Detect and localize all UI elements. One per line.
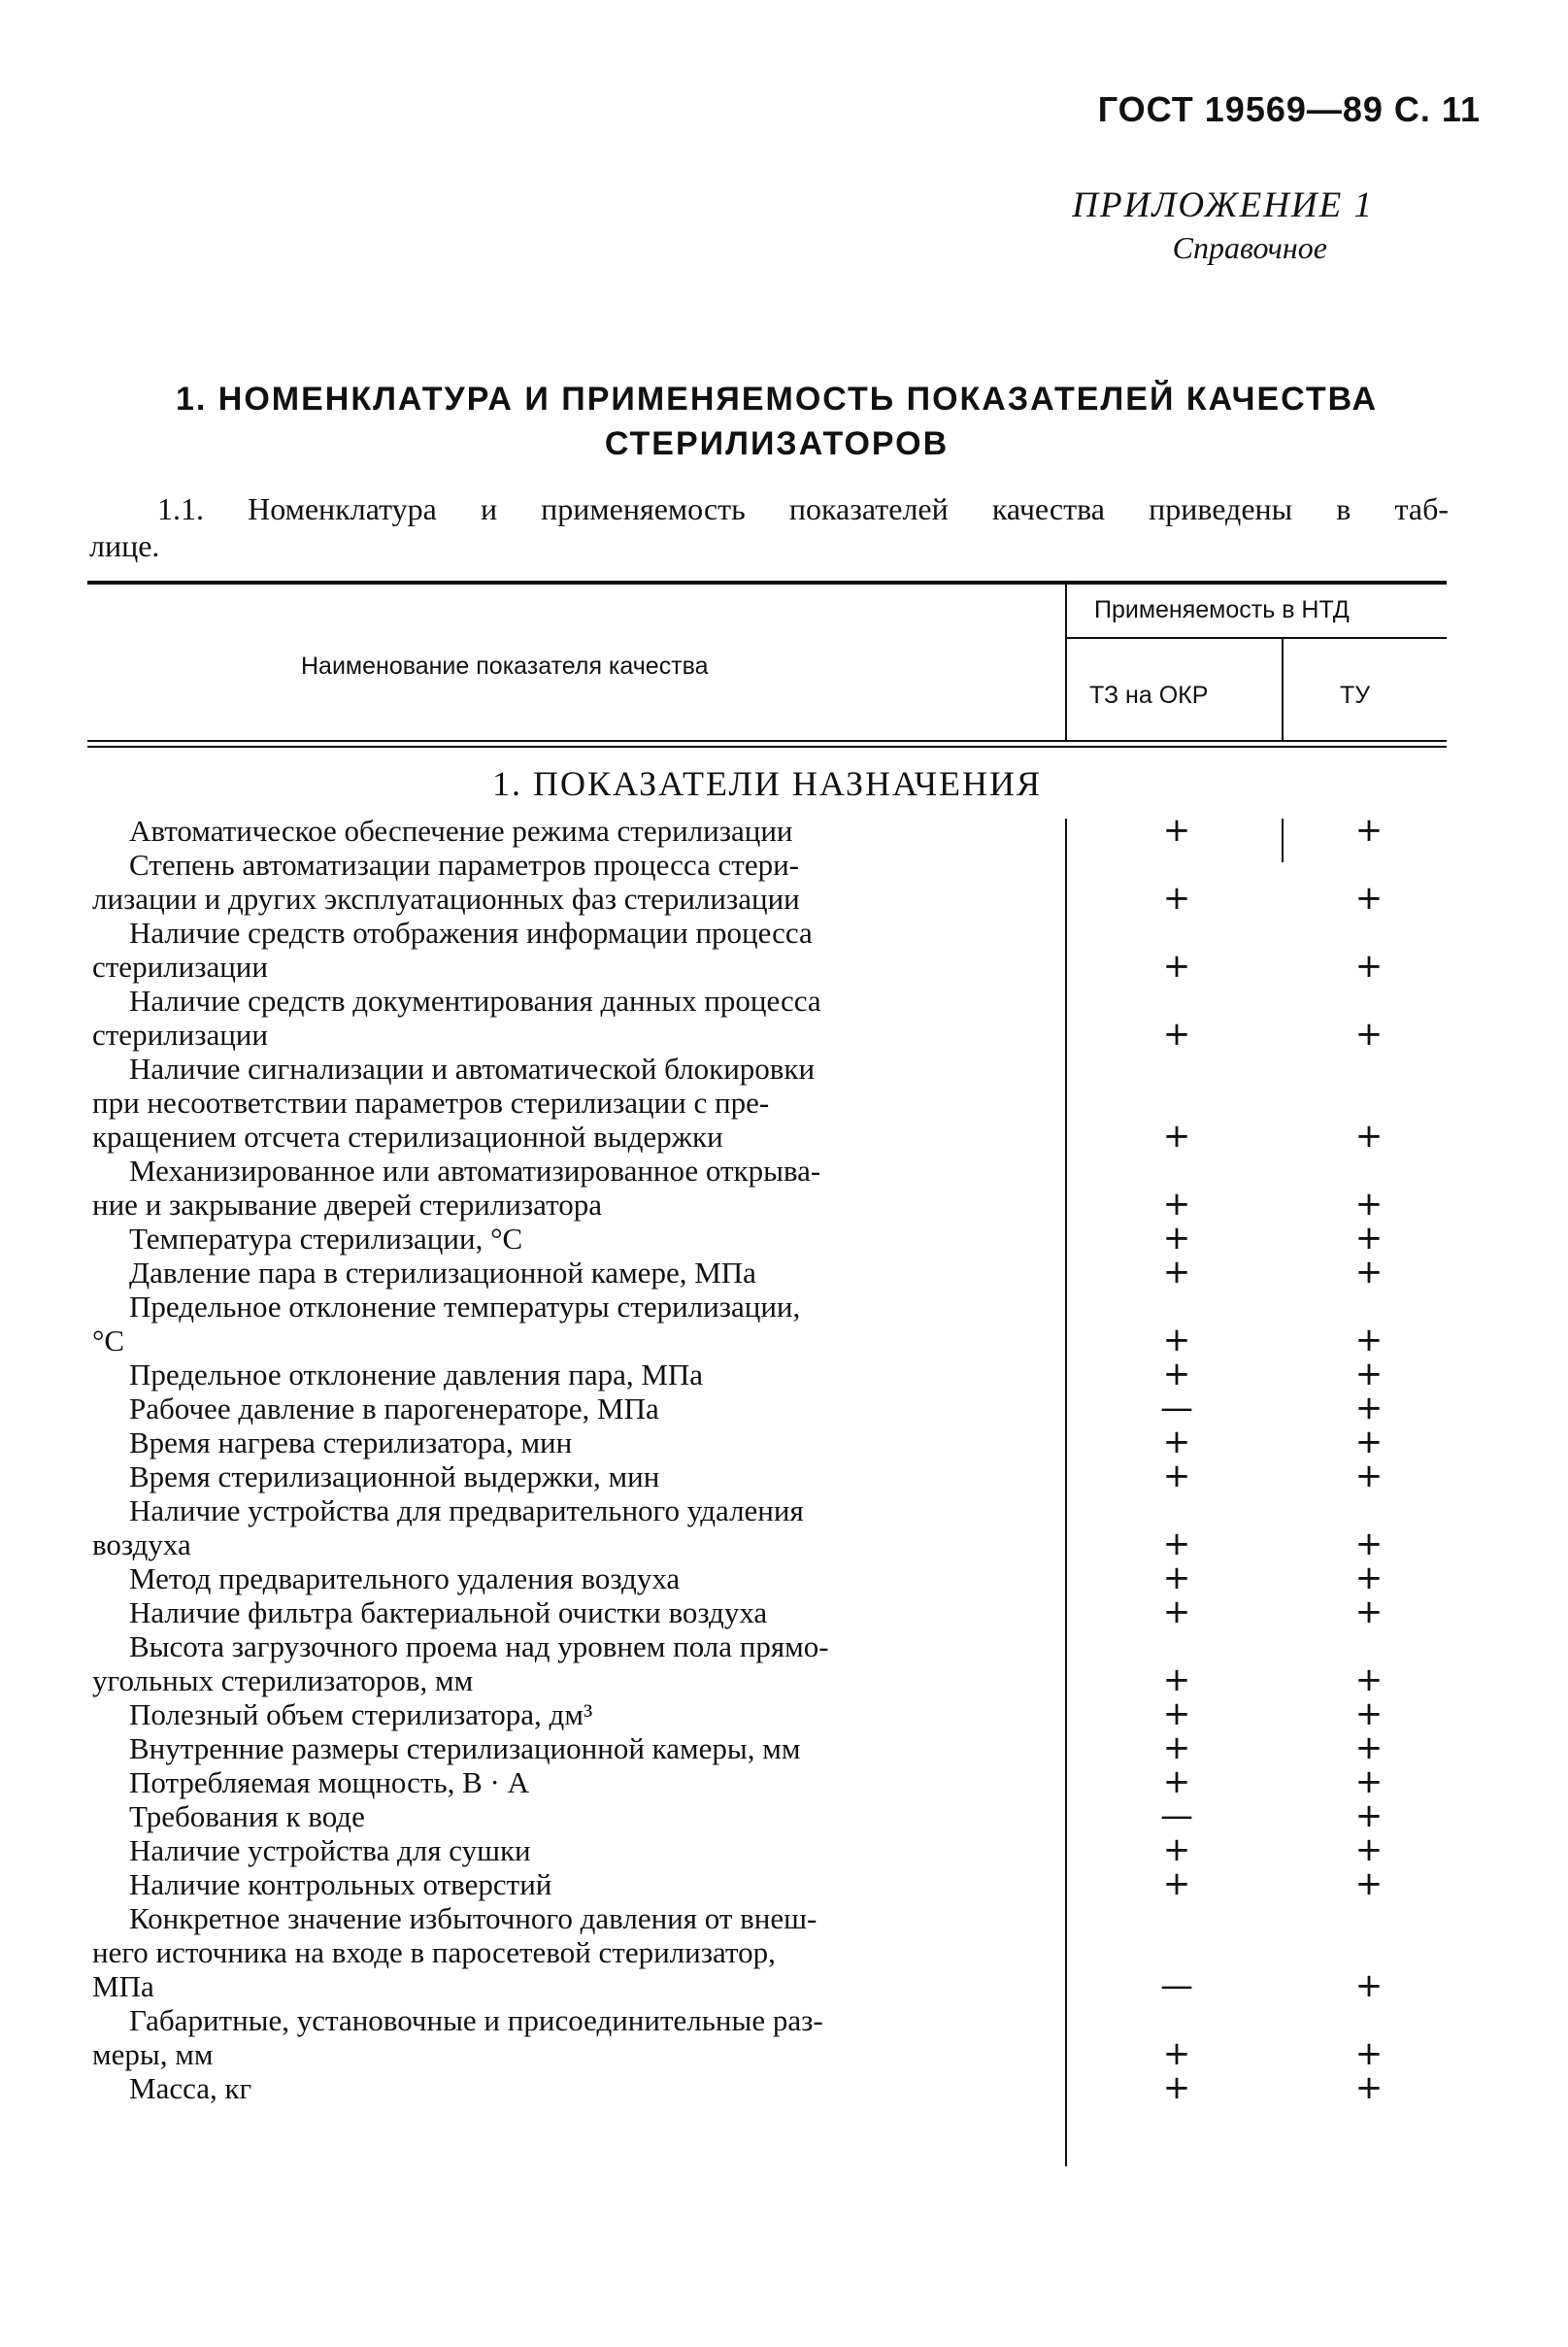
table-row [92, 1355, 1451, 1393]
cell-tz-okr: + [1162, 1660, 1191, 1699]
cell-tz-okr: + [1162, 2034, 1191, 2073]
row-indicator-name [92, 1154, 1026, 1222]
table-row [92, 2003, 1451, 2071]
group-title: 1. ПОКАЗАТЕЛИ НАЗНАЧЕНИЯ [492, 764, 1042, 803]
cell-tz-okr: + [1162, 1117, 1191, 1156]
appendix-title: ПРИЛОЖЕНИЕ 1 [1072, 185, 1374, 225]
row-name-line: Давление пара в стерилизационной камере, МПа [129, 1256, 756, 1290]
table-row [92, 1290, 1451, 1358]
row-indicator-name [92, 1901, 1026, 2003]
row-name-line: Габаритные, установочные и присоединительные раз- [129, 2003, 823, 2037]
row-name-line: Наличие устройства для предварительного удаления [129, 1493, 804, 1527]
row-name-line: кращением отсчета стерилизационной выдержки [92, 1120, 723, 1154]
row-name-line: Механизированное или автоматизированное открыва- [129, 1154, 821, 1188]
table-row [92, 1864, 1451, 1903]
cell-tu: + [1354, 1525, 1384, 1563]
row-indicator-name [92, 1697, 1026, 1731]
row-indicator-name [92, 814, 1026, 848]
table-row [92, 811, 1451, 850]
header-subcol-divider [1282, 639, 1284, 740]
cell-tz-okr: + [1162, 1762, 1191, 1801]
cell-tu: + [1354, 1728, 1384, 1767]
table-row [92, 1253, 1451, 1291]
cell-tz-okr: + [1162, 1559, 1191, 1597]
cell-tz-okr: + [1162, 1694, 1191, 1733]
table-row [92, 848, 1451, 916]
row-indicator-name [92, 1493, 1026, 1561]
row-indicator-name [92, 1052, 1026, 1154]
row-indicator-name [92, 1459, 1026, 1493]
cell-tz-okr: + [1162, 1457, 1191, 1495]
row-indicator-name [92, 1425, 1026, 1459]
row-indicator-name [92, 1290, 1026, 1358]
cell-tu: + [1354, 2034, 1384, 2073]
cell-tu: + [1354, 2068, 1384, 2107]
row-name-line: Наличие фильтра бактериальной очистки воздуха [129, 1595, 768, 1629]
table-row [92, 1796, 1451, 1835]
intro-line2: лице. [89, 528, 160, 563]
cell-tu: + [1354, 1253, 1384, 1291]
row-indicator-name [92, 984, 1026, 1052]
table-row [92, 916, 1451, 984]
row-indicator-name [92, 916, 1026, 984]
header-group-underline [1065, 637, 1447, 639]
row-name-line: Метод предварительного удаления воздуха [129, 1561, 681, 1595]
row-name-line: Предельное отклонение давления пара, МПа [129, 1358, 704, 1391]
row-name-line: Полезный объем стерилизатора, дм³ [129, 1697, 593, 1731]
table-row [92, 1901, 1451, 2003]
appendix-subtitle: Справочное [1172, 230, 1327, 265]
row-indicator-name [92, 1222, 1026, 1256]
row-name-line: Наличие контрольных отверстий [129, 1867, 552, 1901]
row-name-line: Автоматическое обеспечение режима стерилизации [129, 814, 793, 848]
table-row [92, 1762, 1451, 1801]
row-indicator-name [92, 1256, 1026, 1290]
row-name-line: Высота загрузочного проема над уровнем пола прямо- [129, 1629, 829, 1663]
column-header-group: Применяемость в НТД [1094, 596, 1350, 623]
cell-tz-okr: + [1162, 1864, 1191, 1903]
table-row [92, 1595, 1451, 1629]
cell-tu: + [1354, 1389, 1384, 1427]
cell-tz-okr: + [1162, 1015, 1191, 1054]
cell-tz-okr: + [1162, 1355, 1191, 1393]
row-indicator-name [92, 1799, 1026, 1833]
cell-tu: + [1354, 1694, 1384, 1733]
row-name-line: стерилизации [92, 1018, 268, 1052]
row-name-line: Наличие сигнализации и автоматической блокировки [129, 1052, 816, 1086]
row-name-line: Время стерилизационной выдержки, мин [129, 1459, 660, 1493]
table-row [92, 1154, 1451, 1222]
row-name-line: угольных стерилизаторов, мм [92, 1663, 474, 1697]
table-row [92, 1561, 1451, 1595]
table-row [92, 1391, 1451, 1425]
row-indicator-name [92, 1629, 1026, 1697]
row-name-line: ние и закрывание дверей стерилизатора [92, 1188, 603, 1222]
row-indicator-name [92, 1731, 1026, 1765]
table-top-rule [87, 581, 1447, 585]
row-name-line: лизации и других эксплуатационных фаз стерилизации [92, 882, 800, 916]
row-indicator-name [92, 1391, 1026, 1425]
cell-tz-okr: — [1160, 1389, 1193, 1427]
row-name-line: при несоответствии параметров стерилизации с пре- [92, 1086, 770, 1120]
row-name-line: Потребляемая мощность, В · А [129, 1765, 530, 1799]
cell-tu: + [1354, 1966, 1384, 2005]
cell-tu: + [1354, 1830, 1384, 1869]
cell-tu: + [1354, 1015, 1384, 1054]
row-indicator-name [92, 2003, 1026, 2071]
cell-tz-okr: + [1162, 1219, 1191, 1257]
cell-tz-okr: + [1162, 1423, 1191, 1461]
row-name-line: Рабочее давление в парогенераторе, МПа [129, 1391, 659, 1425]
row-indicator-name [92, 1867, 1026, 1901]
cell-tz-okr: + [1162, 1593, 1191, 1631]
row-indicator-name [92, 1358, 1026, 1391]
cell-tz-okr: — [1160, 1966, 1193, 2005]
document-reference: ГОСТ 19569—89 С. 11 [1097, 89, 1481, 129]
table-header-bottom-rule-2 [87, 746, 1447, 748]
row-indicator-name [92, 1595, 1026, 1629]
table-row [92, 2068, 1451, 2107]
cell-tu: + [1354, 1423, 1384, 1461]
intro-line1: 1.1. Номенклатура и применяемость показателей качества приведены в таб- [157, 491, 1449, 526]
table-row [92, 984, 1451, 1052]
row-name-line: Предельное отклонение температуры стерилизации, [129, 1290, 801, 1324]
cell-tu: + [1354, 1219, 1384, 1257]
cell-tu: + [1354, 1762, 1384, 1801]
section-title-line1: 1. НОМЕНКЛАТУРА И ПРИМЕНЯЕМОСТЬ ПОКАЗАТЕЛЕЙ КАЧЕСТВА [175, 381, 1379, 418]
row-name-line: Требования к воде [129, 1799, 365, 1833]
cell-tz-okr: + [1162, 1185, 1191, 1224]
row-name-line: Температура стерилизации, °С [129, 1222, 523, 1256]
row-name-line: МПа [92, 1969, 154, 2003]
table-row [92, 1830, 1451, 1869]
cell-tu: + [1354, 811, 1384, 850]
cell-tu: + [1354, 947, 1384, 986]
cell-tu: + [1354, 1593, 1384, 1631]
row-name-line: Наличие устройства для сушки [129, 1833, 531, 1867]
row-name-line: °С [92, 1324, 125, 1358]
intro-paragraph [89, 490, 1449, 564]
cell-tu: + [1354, 1559, 1384, 1597]
cell-tu: + [1354, 1117, 1384, 1156]
cell-tz-okr: — [1160, 1796, 1193, 1835]
cell-tz-okr: + [1162, 1728, 1191, 1767]
column-header-tu: ТУ [1340, 682, 1371, 709]
cell-tz-okr: + [1162, 2068, 1191, 2107]
cell-tu: + [1354, 1185, 1384, 1224]
cell-tz-okr: + [1162, 1525, 1191, 1563]
table-row [92, 1052, 1451, 1154]
row-name-line: Наличие средств отображения информации процесса [129, 916, 813, 950]
row-name-line: Наличие средств документирования данных процесса [129, 984, 821, 1018]
column-header-name: Наименование показателя качества [301, 653, 709, 680]
table-row [92, 1459, 1451, 1493]
cell-tu: + [1354, 1864, 1384, 1903]
cell-tz-okr: + [1162, 879, 1191, 918]
row-name-line: Внутренние размеры стерилизационной камеры, мм [129, 1731, 801, 1765]
row-name-line: стерилизации [92, 950, 268, 984]
row-name-line: воздуха [92, 1527, 191, 1561]
row-indicator-name [92, 1765, 1026, 1799]
row-name-line: Конкретное значение избыточного давления от внеш- [129, 1901, 817, 1935]
cell-tu: + [1354, 1660, 1384, 1699]
row-indicator-name [92, 2071, 1026, 2105]
cell-tu: + [1354, 1796, 1384, 1835]
table-row [92, 1629, 1451, 1697]
table-body [92, 811, 1451, 2107]
cell-tu: + [1354, 879, 1384, 918]
section-title-line2: СТЕРИЛИЗАТОРОВ [604, 425, 950, 462]
cell-tz-okr: + [1162, 1830, 1191, 1869]
row-indicator-name [92, 1561, 1026, 1595]
cell-tu: + [1354, 1457, 1384, 1495]
row-indicator-name [92, 1833, 1026, 1867]
row-indicator-name [92, 848, 1026, 916]
cell-tu: + [1354, 1321, 1384, 1359]
cell-tu: + [1354, 1355, 1384, 1393]
column-header-tz: ТЗ на ОКР [1089, 682, 1209, 709]
row-name-line: Масса, кг [129, 2071, 252, 2105]
table-row [92, 1694, 1451, 1733]
cell-tz-okr: + [1162, 1253, 1191, 1291]
header-col-divider [1065, 585, 1067, 740]
table-row [92, 1728, 1451, 1767]
table-header-bottom-rule [87, 740, 1447, 742]
table-row [92, 1493, 1451, 1561]
table-row [92, 1219, 1451, 1257]
cell-tz-okr: + [1162, 947, 1191, 986]
row-name-line: Степень автоматизации параметров процесса стери- [129, 848, 799, 882]
row-name-line: него источника на входе в паросетевой стерилизатор, [92, 1935, 776, 1969]
section-title [97, 377, 1456, 466]
table-row [92, 1425, 1451, 1459]
row-name-line: Время нагрева стерилизатора, мин [129, 1425, 573, 1459]
cell-tz-okr: + [1162, 1321, 1191, 1359]
cell-tz-okr: + [1162, 811, 1191, 850]
row-name-line: меры, мм [92, 2037, 214, 2071]
